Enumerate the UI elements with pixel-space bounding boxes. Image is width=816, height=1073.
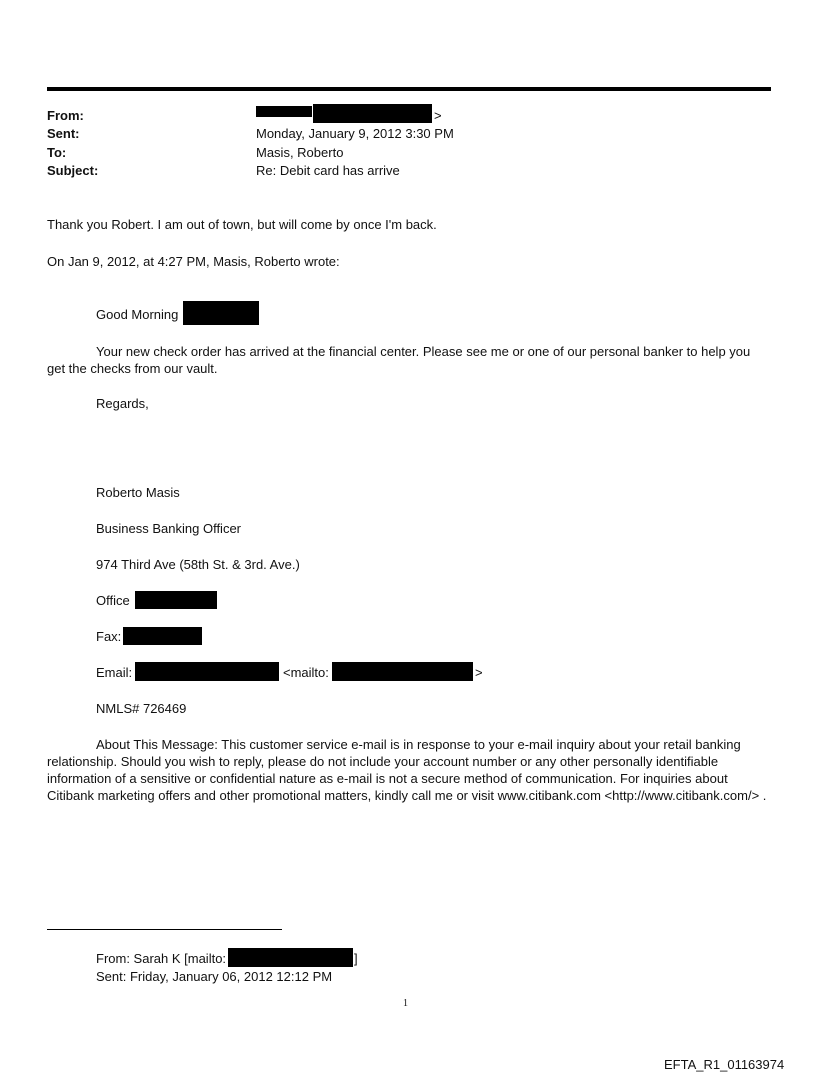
redaction-box [123,627,202,645]
subject-label: Subject: [47,163,99,178]
page-number: 1 [403,998,408,1009]
sent-value: Monday, January 9, 2012 3:30 PM [256,126,454,141]
document-id: EFTA_R1_01163974 [664,1057,785,1072]
header-rule [47,87,771,91]
signature-name: Roberto Masis [96,485,180,500]
email-mailto-suffix: > [475,665,483,680]
subject-value: Re: Debit card has arrive [256,163,400,178]
redaction-box [183,301,259,325]
reply-text: Thank you Robert. I am out of town, but will come by once I'm back. [47,217,437,232]
greeting: Good Morning [96,307,179,322]
redaction-box [135,662,279,681]
redaction-box [332,662,473,681]
signature-address: 974 Third Ave (58th St. & 3rd. Ave.) [96,557,300,572]
sent-label: Sent: [47,126,80,141]
redaction-box [228,948,353,967]
footer-from: From: Sarah K [mailto: [96,951,227,966]
from-trailing-bracket: > [434,108,442,123]
message-paragraph: Your new check order has arrived at the financial center. Please see me or one of our personal banker to help you get the checks from our vault. [47,344,751,376]
quote-intro: On Jan 9, 2012, at 4:27 PM, Masis, Roberto wrote: [47,254,340,269]
nmls-number: NMLS# 726469 [96,701,187,716]
to-label: To: [47,145,67,160]
redaction-box [313,104,432,123]
to-value: Masis, Roberto [256,145,344,160]
footer-sent: Sent: Friday, January 06, 2012 12:12 PM [96,969,333,984]
fax-label: Fax: [96,629,122,644]
disclaimer-paragraph: About This Message: This customer service e-mail is in response to your e-mail inquiry about your retail banking relationship. Should you wish to reply, please do not include your account number or any other personally identifiable information of a sensitive or confidential nature as e-mail is not a secure method of communication. For inquiries about Citibank marketing offers and other promotional matters, kindly call me or visit www.citibank.com <http://www.citibank.com/> . [47,737,767,803]
email-label: Email: [96,665,133,680]
redaction-box [135,591,217,609]
redaction-box [256,106,312,117]
footer-from-close: ] [354,951,358,966]
from-label: From: [47,108,84,123]
email-mailto-prefix: <mailto: [283,665,329,680]
office-label: Office [96,593,130,608]
regards: Regards, [96,396,149,411]
footer-rule [47,929,282,930]
signature-title: Business Banking Officer [96,521,241,536]
